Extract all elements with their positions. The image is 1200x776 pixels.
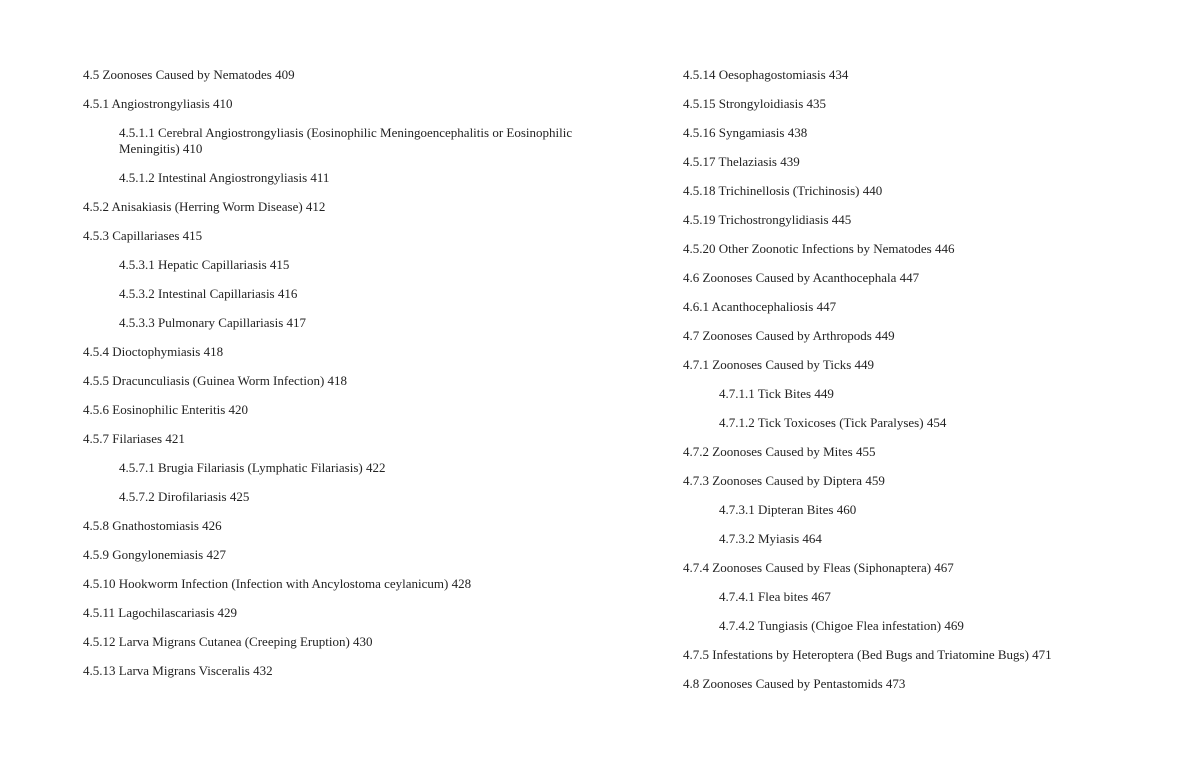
toc-entry: 4.7 Zoonoses Caused by Arthropods 449 [683, 328, 895, 343]
toc-entry: 4.5.3.1 Hepatic Capillariasis 415 [119, 257, 290, 272]
toc-entry: 4.7.3.1 Dipteran Bites 460 [719, 502, 857, 517]
toc-entry: 4.5.20 Other Zoonotic Infections by Nematodes 446 [683, 241, 955, 256]
toc-entry: 4.7.4.2 Tungiasis (Chigoe Flea infestation) 469 [719, 618, 964, 633]
toc-entry: 4.7.1.1 Tick Bites 449 [719, 386, 834, 401]
toc-entry: 4.7.4 Zoonoses Caused by Fleas (Siphonaptera) 467 [683, 560, 954, 575]
toc-entry: 4.7.4.1 Flea bites 467 [719, 589, 831, 604]
toc-entry: 4.5.7.1 Brugia Filariasis (Lymphatic Filariasis) 422 [119, 460, 386, 475]
toc-entry: 4.5.1.1 Cerebral Angiostrongyliasis (Eosinophilic Meningoencephalitis or Eosinophilic Meningitis) 410 [119, 125, 573, 156]
toc-entry: 4.7.1.2 Tick Toxicoses (Tick Paralyses) 454 [719, 415, 947, 430]
toc-entry: 4.5.6 Eosinophilic Enteritis 420 [83, 402, 249, 417]
toc-entry: 4.5.15 Strongyloidiasis 435 [683, 96, 827, 111]
toc-entry: 4.5.7 Filariases 421 [83, 431, 185, 446]
toc-entry: 4.5.3 Capillariases 415 [83, 228, 203, 243]
toc-entry: 4.5 Zoonoses Caused by Nematodes 409 [83, 67, 295, 82]
toc-column-right [683, 67, 1183, 705]
toc-entry: 4.5.17 Thelaziasis 439 [683, 154, 800, 169]
toc-entry: 4.5.2 Anisakiasis (Herring Worm Disease) 412 [83, 199, 326, 214]
toc-entry: 4.7.3 Zoonoses Caused by Diptera 459 [683, 473, 885, 488]
toc-entry: 4.5.18 Trichinellosis (Trichinosis) 440 [683, 183, 883, 198]
toc-entry: 4.5.16 Syngamiasis 438 [683, 125, 808, 140]
toc-entry: 4.5.14 Oesophagostomiasis 434 [683, 67, 849, 82]
toc-entry: 4.5.7.2 Dirofilariasis 425 [119, 489, 250, 504]
toc-entry: 4.5.4 Dioctophymiasis 418 [83, 344, 224, 359]
toc-entry: 4.7.2 Zoonoses Caused by Mites 455 [683, 444, 876, 459]
toc-entry: 4.8 Zoonoses Caused by Pentastomids 473 [683, 676, 906, 691]
toc-entry: 4.5.3.2 Intestinal Capillariasis 416 [119, 286, 298, 301]
toc-entry: 4.6 Zoonoses Caused by Acanthocephala 447 [683, 270, 920, 285]
toc-entry: 4.5.9 Gongylonemiasis 427 [83, 547, 226, 562]
toc-entry: 4.5.11 Lagochilascariasis 429 [83, 605, 238, 620]
toc-column-left [83, 67, 583, 692]
toc-entry: 4.5.8 Gnathostomiasis 426 [83, 518, 222, 533]
toc-entry: 4.5.5 Dracunculiasis (Guinea Worm Infection) 418 [83, 373, 348, 388]
toc-entry: 4.7.3.2 Myiasis 464 [719, 531, 822, 546]
toc-entry: 4.7.1 Zoonoses Caused by Ticks 449 [683, 357, 875, 372]
toc-entry: 4.5.13 Larva Migrans Visceralis 432 [83, 663, 273, 678]
toc-entry: 4.5.19 Trichostrongylidiasis 445 [683, 212, 852, 227]
toc-entry: 4.5.1.2 Intestinal Angiostrongyliasis 411 [119, 170, 330, 185]
toc-entry: 4.5.10 Hookworm Infection (Infection with Ancylostoma ceylanicum) 428 [83, 576, 472, 591]
toc-entry: 4.5.12 Larva Migrans Cutanea (Creeping Eruption) 430 [83, 634, 373, 649]
toc-entry: 4.5.3.3 Pulmonary Capillariasis 417 [119, 315, 307, 330]
toc-entry: 4.5.1 Angiostrongyliasis 410 [83, 96, 233, 111]
toc-entry: 4.6.1 Acanthocephaliosis 447 [683, 299, 837, 314]
toc-entry: 4.7.5 Infestations by Heteroptera (Bed Bugs and Triatomine Bugs) 471 [683, 647, 1052, 662]
